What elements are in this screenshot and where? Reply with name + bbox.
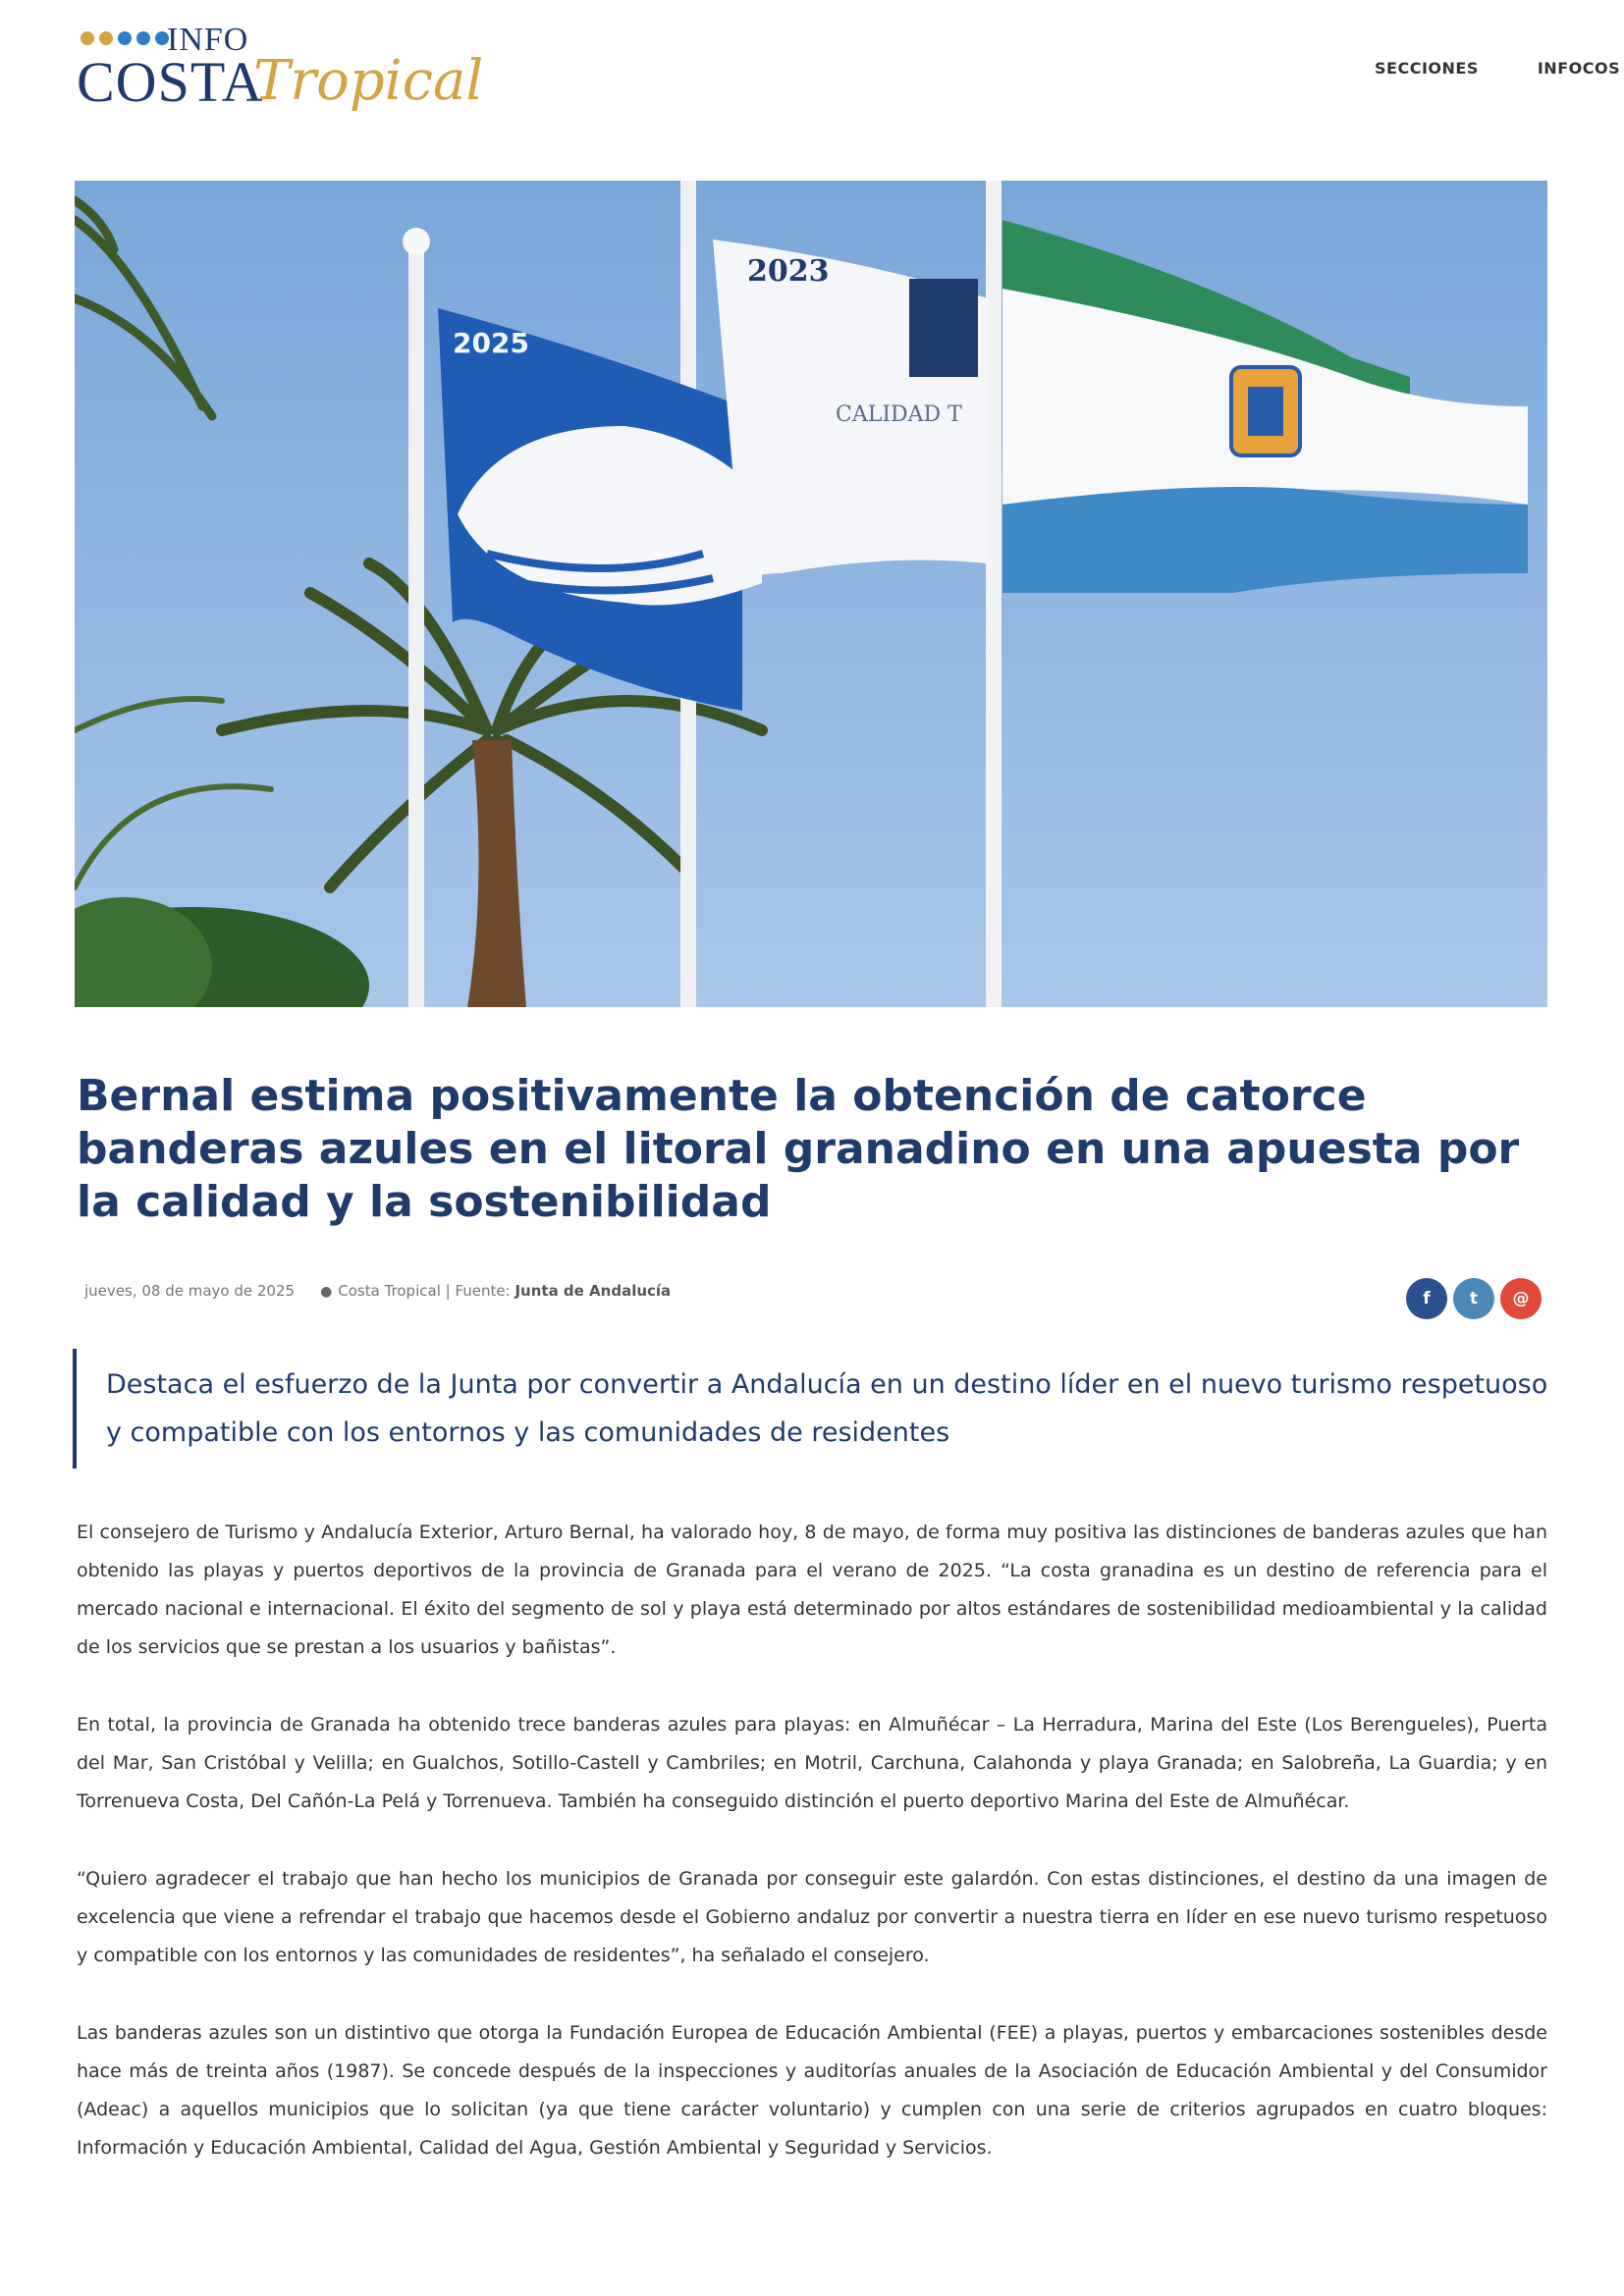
- article-meta: [84, 1282, 671, 1300]
- hero-image: [75, 181, 1547, 1007]
- logo-dot: [81, 31, 94, 45]
- article-category[interactable]: Costa Tropical: [338, 1282, 441, 1300]
- logo-dot: [118, 31, 132, 45]
- hero-flag-year-blue: 2025: [453, 327, 529, 359]
- logo-costa-text: COSTA: [77, 50, 264, 114]
- facebook-icon[interactable]: f: [1406, 1278, 1447, 1319]
- article-source: Junta de Andalucía: [514, 1282, 672, 1300]
- article-source-label: | Fuente:: [445, 1282, 511, 1300]
- article-category-wrap: [320, 1282, 671, 1300]
- twitter-icon[interactable]: t: [1453, 1278, 1494, 1319]
- site-logo[interactable]: [77, 20, 484, 128]
- logo-dots: [81, 31, 169, 45]
- article-paragraph: El consejero de Turismo y Andalucía Exterior, Arturo Bernal, ha valorado hoy, 8 de mayo, de forma muy positiva las distinciones de banderas azules que han obtenido las playas y puertos deportivos de la provincia de Granada para el verano de 2025. “La costa granadina es un destino de referencia para el mercado nacional e internacional. El éxito del segmento de sol y playa está determinado por altos estándares de sostenibilidad medioambiental y la calidad de los servicios que se prestan a los usuarios y bañistas”.: [77, 1522, 1547, 1658]
- article-date: jueves, 08 de mayo de 2025: [84, 1282, 296, 1300]
- logo-tropical-text: Tropical: [253, 49, 484, 113]
- nav-item-secciones[interactable]: SECCIONES: [1375, 59, 1479, 78]
- article-paragraph: En total, la provincia de Granada ha obtenido trece banderas azules para playas: en Almuñécar – La Herradura, Marina del Este (Los Berengueles), Puerta del Mar, San Cristóbal y Velilla; en Gualchos, Sotillo-Castell y Cambriles; en Motril, Carchuna, Calahonda y playa Granada; en Salobreña, La Guardia; y en Torrenueva Costa, Del Cañón-La Pelá y Torrenueva. También ha conseguido distinción el puerto deportivo Marina del Este de Almuñécar.: [77, 1714, 1547, 1812]
- logo-info-text: INFO: [167, 22, 249, 58]
- logo-dot: [99, 31, 113, 45]
- logo-dot: [136, 31, 150, 45]
- article-paragraph: Las banderas azules son un distintivo que otorga la Fundación Europea de Educación Ambiental (FEE) a playas, puertos y embarcaciones sostenibles desde hace más de treinta años (1987). Se concede después de la inspecciones y auditorías anuales de la Asociación de Educación Ambiental y del Consumidor (Adeac) a aquellos municipios que lo solicitan (ya que tiene carácter voluntario) y cumplen con una serie de criterios agrupados en cuatro bloques: Información y Educación Ambiental, Calidad del Agua, Gestión Ambiental y Seguridad y Servicios.: [77, 2022, 1547, 2159]
- hero-flag-year-white: 2023: [747, 254, 830, 289]
- tag-icon: ●: [320, 1284, 333, 1300]
- article-headline: Bernal estima positivamente la obtención de catorce banderas azules en el litoral granadino en una apuesta por la calidad y la sostenibilidad: [77, 1071, 1520, 1227]
- hero-photo: [75, 181, 1547, 1007]
- nav-item-infocos[interactable]: INFOCOS: [1537, 59, 1621, 78]
- top-nav: [1375, 59, 1620, 78]
- share-buttons: [1406, 1278, 1542, 1319]
- article-body: [77, 1514, 1547, 2207]
- hero-flag-caption: CALIDAD T: [836, 402, 962, 427]
- article-lead: Destaca el esfuerzo de la Junta por convertir a Andalucía en un destino líder en el nuevo turismo respetuoso y compatible con los entornos y las comunidades de residentes: [73, 1349, 1555, 1468]
- email-icon[interactable]: @: [1500, 1278, 1542, 1319]
- article-paragraph: “Quiero agradecer el trabajo que han hecho los municipios de Granada por conseguir este galardón. Con estas distinciones, el destino da una imagen de excelencia que viene a refrendar el trabajo que hacemos desde el Gobierno andaluz por convertir a nuestra tierra en líder en ese nuevo turismo respetuoso y compatible con los entornos y las comunidades de residentes”, ha señalado el consejero.: [77, 1868, 1547, 1966]
